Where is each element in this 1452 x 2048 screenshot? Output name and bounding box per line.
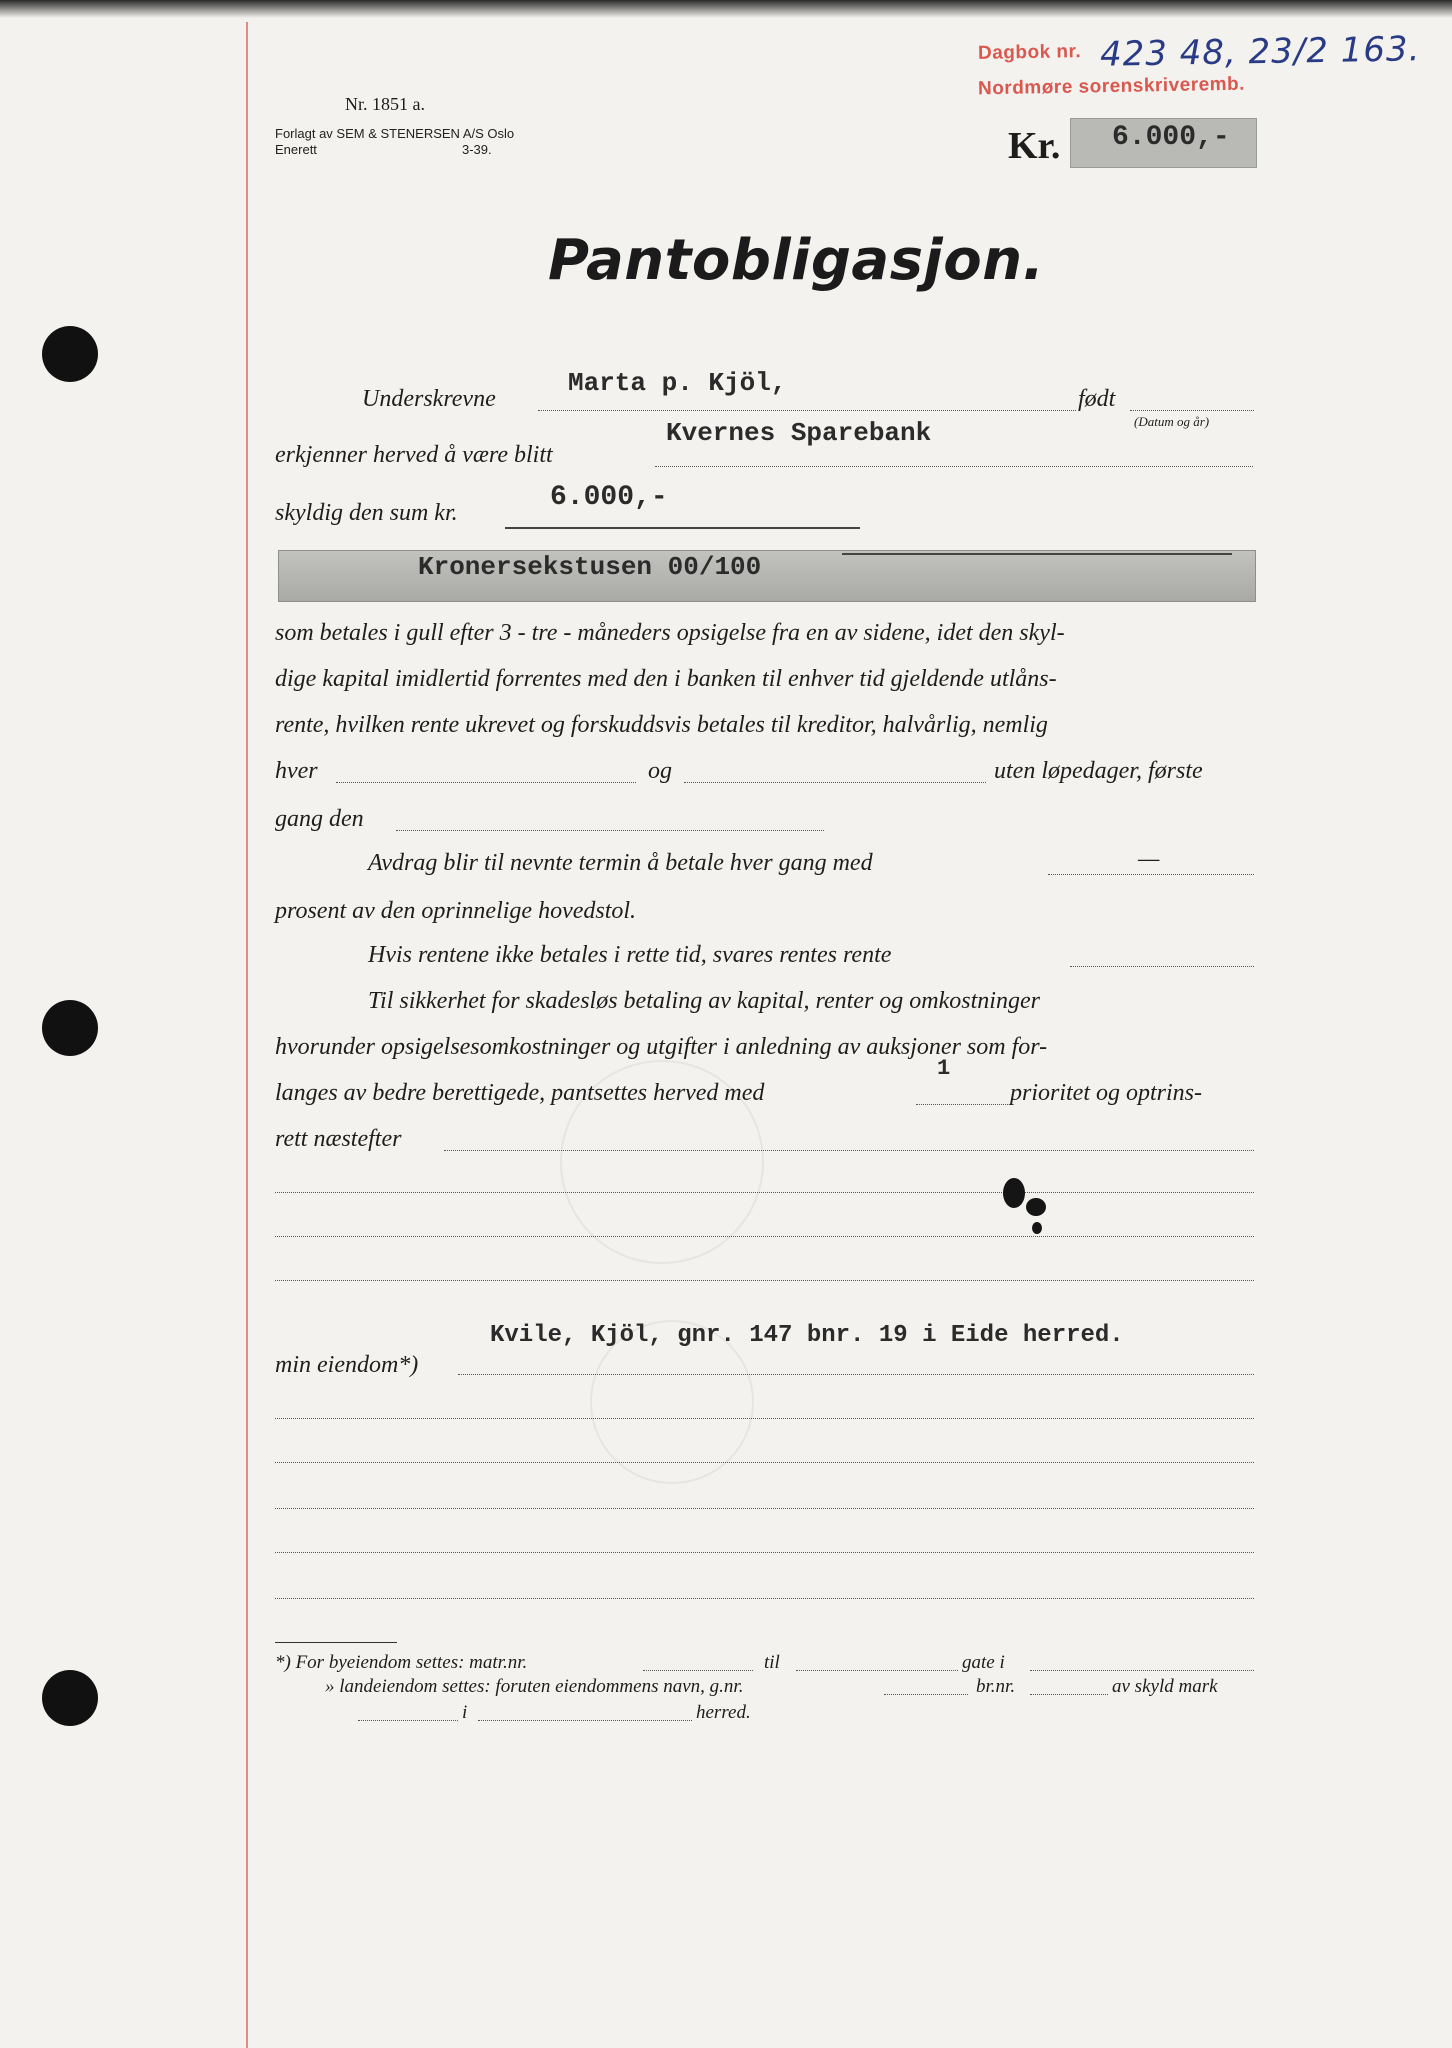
creditor-dotted-line (655, 466, 1253, 467)
blank-dotted-line (275, 1598, 1254, 1599)
sum-in-words: Kronersekstusen 00/100 (418, 552, 762, 582)
footnote-line-1: *) For byeiendom settes: matr.nr. (275, 1652, 528, 1673)
born-dotted-line (1130, 410, 1254, 411)
sum-value: 6.000,- (550, 482, 668, 513)
blank-dotted-line (275, 1418, 1254, 1419)
band-rule (842, 553, 1232, 555)
avdrag-dotted-line (1048, 874, 1254, 875)
punch-hole-middle (42, 1000, 98, 1056)
prosent-label: prosent av den oprinnelige hovedstol. (275, 898, 637, 924)
footnote-gnr-dotted (884, 1694, 968, 1695)
scan-top-edge (0, 0, 1452, 18)
undersigned-dotted-line (538, 410, 1076, 411)
naestefter-label: rett næstefter (275, 1126, 402, 1152)
terms-line-3: rente, hvilken rente ukrevet og forskuddsvis betales til kreditor, halvårlig, nemlig (275, 712, 1048, 738)
ink-blot (1032, 1222, 1042, 1234)
acknowledge-label: erkjenner herved å være blitt (275, 442, 553, 468)
amount-value: 6.000,- (1112, 122, 1230, 153)
blank-dotted-line (275, 1236, 1254, 1237)
publisher-line: Forlagt av SEM & STENERSEN A/S Oslo (275, 126, 515, 141)
rente-dotted-line (1070, 966, 1254, 967)
handwritten-reference: 423 48, 23/2 163. (1099, 29, 1421, 75)
blank-dotted-line (275, 1462, 1254, 1463)
document-title: Pantobligasjon. (548, 228, 1045, 293)
footnote-i: i (462, 1702, 468, 1723)
blank-dotted-line (275, 1192, 1254, 1193)
red-margin-line (246, 22, 248, 2048)
blank-dotted-line (275, 1552, 1254, 1553)
footnote-gate-dotted (1030, 1670, 1254, 1671)
priority-dotted-line (916, 1104, 1008, 1105)
footnote-gate: gate i (962, 1652, 1005, 1673)
kr-label: Kr. (1008, 125, 1061, 167)
footnote-brnr-dotted (1030, 1694, 1108, 1695)
punch-hole-bottom (42, 1670, 98, 1726)
born-label: født (1078, 386, 1116, 412)
blank-dotted-line (275, 1280, 1254, 1281)
born-note: (Datum og år) (1134, 414, 1210, 429)
og-label: og (648, 758, 672, 784)
priority-value: 1 (937, 1056, 951, 1081)
footnote-line3-dotted-b (478, 1720, 692, 1721)
form-number: Nr. 1851 a. (345, 94, 425, 114)
undersigned-label: Underskrevne (362, 386, 496, 412)
lopedager-label: uten løpedager, første (994, 758, 1203, 784)
priority-label: prioritet og optrins- (1010, 1080, 1203, 1106)
punch-hole-top (42, 326, 98, 382)
footnote-line3-dotted-a (358, 1720, 458, 1721)
journal-stamp: Dagbok nr. (977, 41, 1082, 64)
terms-line-1: som betales i gull efter 3 - tre - måneders opsigelse fra en av sidene, idet den skyl- (275, 620, 1065, 646)
og-dotted-line (684, 782, 986, 783)
blank-dotted-line (275, 1508, 1254, 1509)
security-line-3: langes av bedre berettigede, pantsettes herved med (275, 1080, 765, 1106)
footnote-brnr: br.nr. (976, 1676, 1016, 1697)
eiendom-label: min eiendom*) (275, 1352, 419, 1378)
undersigned-value: Marta p. Kjöl, (568, 368, 787, 398)
footnote-matrnr-dotted (643, 1670, 753, 1671)
avdrag-label: Avdrag blir til nevnte termin å betale hver gang med (368, 850, 873, 876)
footnote-herred: herred. (696, 1702, 751, 1723)
security-line-1: Til sikkerhet for skadesløs betaling av kapital, renter og omkostninger (368, 988, 1040, 1014)
footnote-til-dotted (796, 1670, 958, 1671)
sum-label: skyldig den sum kr. (275, 500, 458, 526)
footnote-til: til (764, 1652, 780, 1673)
publisher-enerett: Enerett (275, 142, 317, 157)
gang-dotted-line (396, 830, 824, 831)
security-line-2: hvorunder opsigelsesomkostninger og utgifter i anledning av auksjoner som for- (275, 1034, 1048, 1060)
ink-blot (1003, 1178, 1025, 1208)
hver-label: hver (275, 758, 318, 784)
avdrag-value: — (1138, 846, 1160, 872)
eiendom-dotted-line (458, 1374, 1254, 1375)
ink-blot (1026, 1198, 1046, 1216)
property-value: Kvile, Kjöl, gnr. 147 bnr. 19 i Eide herred. (490, 1322, 1124, 1349)
publisher-date: 3-39. (462, 142, 492, 157)
footnote-skyld: av skyld mark (1112, 1676, 1218, 1697)
sum-underline (505, 527, 860, 529)
terms-line-2: dige kapital imidlertid forrentes med den i banken til enhver tid gjeldende utlåns- (275, 666, 1057, 692)
rente-label: Hvis rentene ikke betales i rette tid, svares rentes rente (368, 942, 892, 968)
footnote-rule (275, 1642, 397, 1643)
hver-dotted-line (336, 782, 636, 783)
naestefter-dotted-line (444, 1150, 1254, 1151)
creditor-value: Kvernes Sparebank (666, 418, 932, 448)
footnote-line-2: » landeiendom settes: foruten eiendommens navn, g.nr. (325, 1676, 744, 1697)
gang-label: gang den (275, 806, 364, 832)
court-stamp: Nordmøre sorenskriveremb. (977, 73, 1246, 100)
